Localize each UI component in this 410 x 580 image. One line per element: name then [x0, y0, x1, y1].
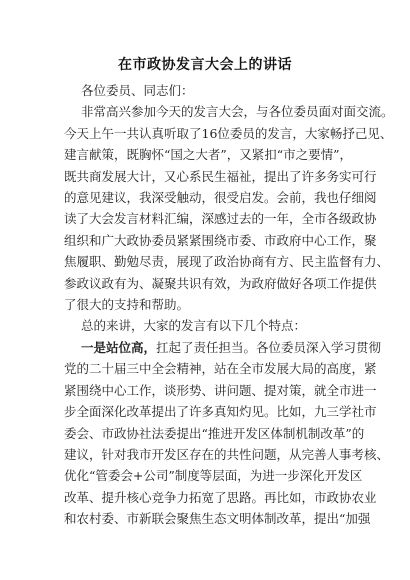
text-line: 焦履职、勤勉尽责，展现了政治协商有方、民主监督有力、: [64, 254, 390, 270]
text-line: 组织和广大政协委员紧紧围绕市委、市政府中心工作，聚: [64, 232, 377, 248]
document-title: 在市政协发言大会上的讲话: [118, 57, 292, 73]
text-line: 非常高兴参加今天的发言大会，与各位委员面对面交流。: [81, 104, 394, 120]
text-line: 和农村委、市新联会聚焦生态文明体制改革，提出“加强: [64, 511, 371, 527]
text-line: 各位委员、同志们：: [81, 83, 194, 98]
text-line: 改革、提升核心竞争力拓宽了思路。再比如，市政协农业: [64, 489, 377, 505]
text-line: 紧围绕中心工作，谈形势、讲问题、提对策，就全市进一: [64, 382, 377, 398]
line-rest: 扛起了责任担当。各位委员深入学习贯彻: [156, 339, 382, 355]
lead-phrase: 一是站位高，: [81, 339, 157, 355]
text-line: 总的来讲，大家的发言有以下几个特点：: [81, 318, 307, 334]
text-line: 步全面深化改革提出了许多真知灼见。比如，九三学社市: [64, 404, 377, 420]
text-line: 委会、市政协社法委提出“推进开发区体制机制改革”的: [64, 425, 365, 441]
text-line: 了很大的支持和帮助。: [64, 297, 190, 313]
text-line: 建议，针对我市开发区存在的共性问题，从完善人事考核、: [64, 446, 390, 462]
text-line: 优化“管委会+公司”制度等层面，为进一步深化开发区: [64, 468, 363, 484]
text-line: 读了大会发言材料汇编，深感过去的一年，全市各级政协: [64, 211, 377, 227]
text-line: 的意见建议，我深受触动，很受启发。会前，我也仔细阅: [64, 190, 377, 206]
document-body: [64, 80, 394, 530]
text-line: 今天上午一共认真听取了16位委员的发言，大家畅抒己见、: [64, 125, 393, 141]
text-line: 建言献策，既胸怀“国之大者”，又紧扣“市之要情”，: [64, 147, 353, 163]
text-line: 党的二十届三中全会精神，站在全市发展大局的高度，紧: [64, 361, 377, 377]
text-line: [64, 337, 382, 358]
text-line: 既共商发展大计，又心系民生福祉，提出了许多务实可行: [64, 168, 377, 184]
text-line: 参政议政有为、凝聚共识有效，为政府做好各项工作提供: [64, 275, 377, 291]
